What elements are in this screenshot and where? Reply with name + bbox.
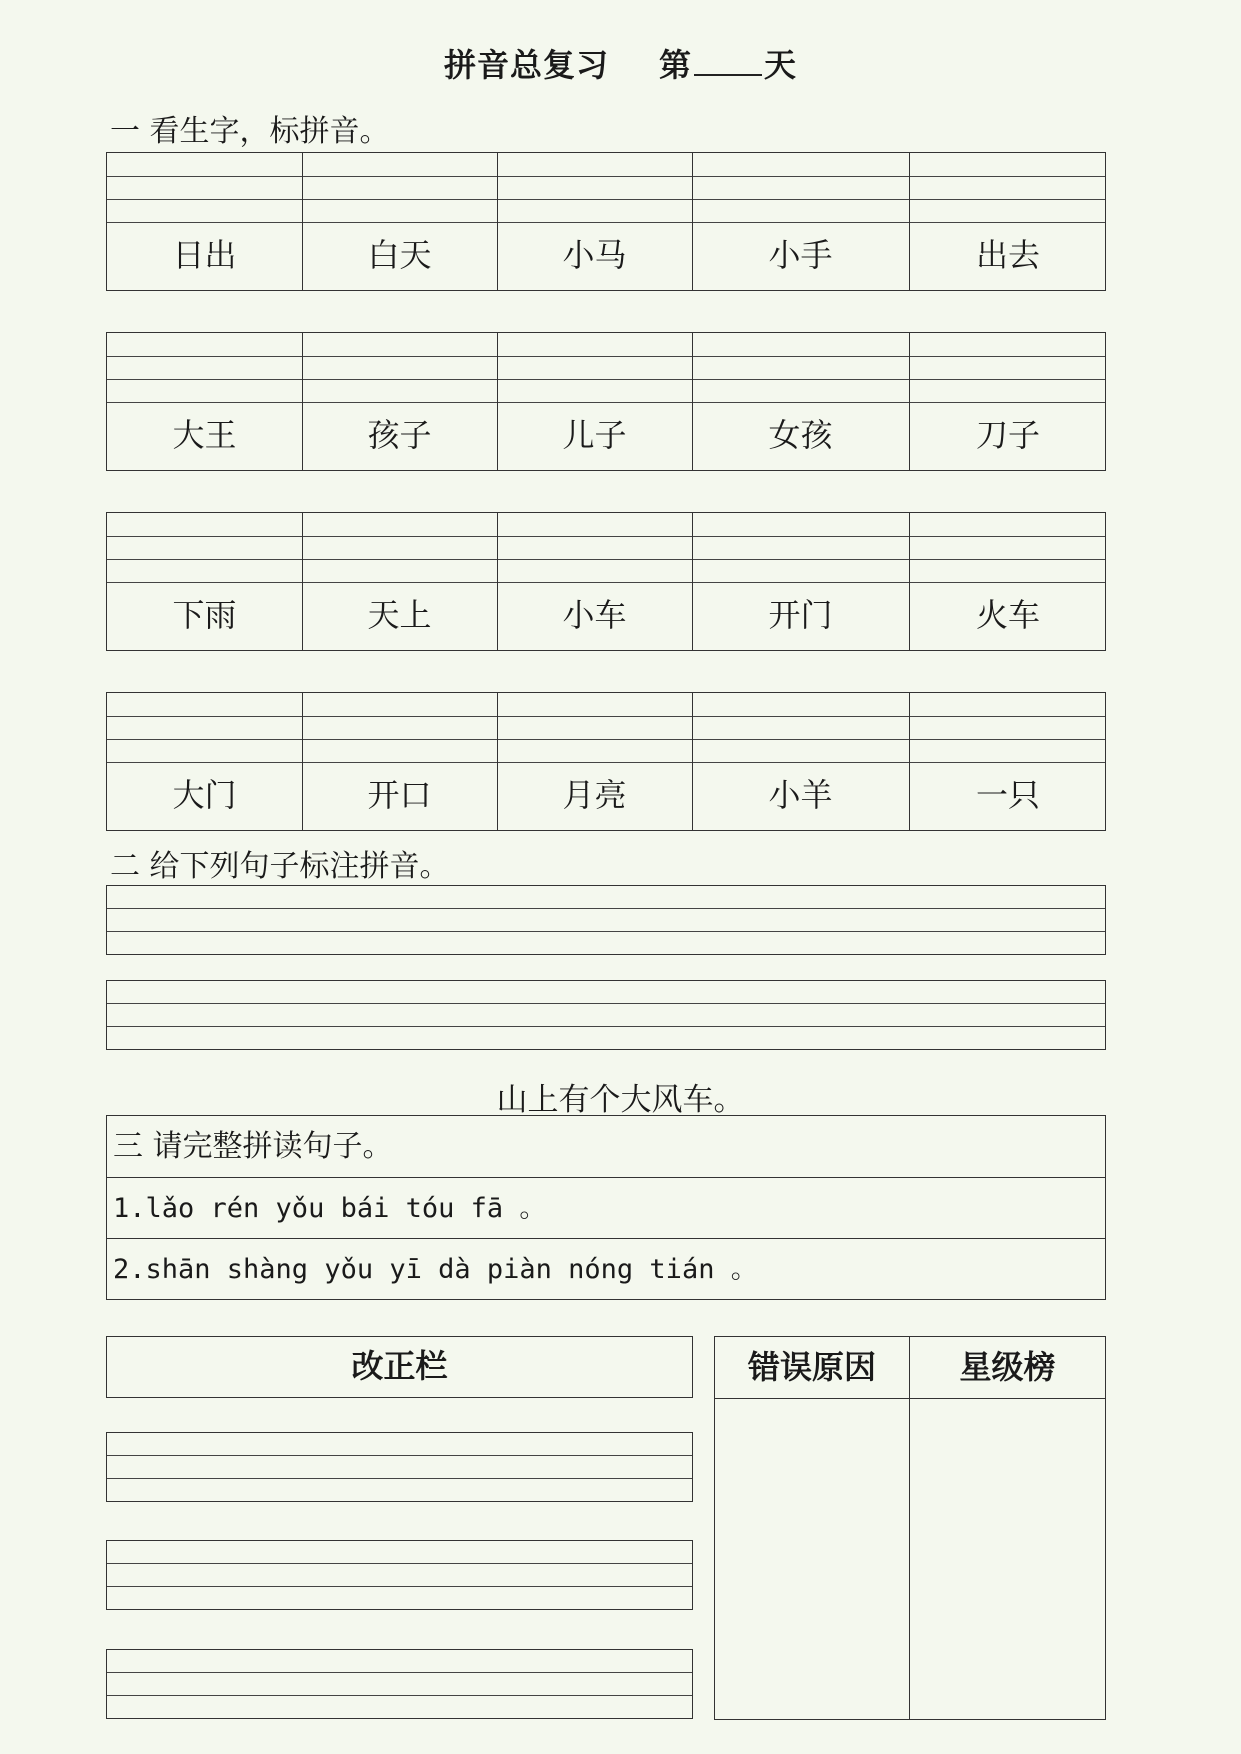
correction-lines-1[interactable]	[106, 1432, 693, 1502]
pinyin-write-cell[interactable]	[497, 513, 692, 582]
pinyin-grid-row-3	[106, 512, 1106, 651]
section3-heading: 三 请完整拼读句子。	[113, 1129, 393, 1164]
pinyin-write-cell[interactable]	[692, 333, 909, 402]
pinyin-write-cell[interactable]	[107, 333, 302, 402]
star-rating-header: 星级榜	[959, 1348, 1056, 1386]
word-cell: 出去	[975, 236, 1040, 274]
pinyin-write-cell[interactable]	[909, 513, 1107, 582]
pinyin-write-cell[interactable]	[302, 333, 497, 402]
pinyin-grid-row-2	[106, 332, 1106, 471]
correction-lines-3[interactable]	[106, 1649, 693, 1719]
error-reason-header: 错误原因	[747, 1348, 876, 1386]
word-cell: 开门	[768, 596, 833, 634]
section1-heading: 一 看生字，标拼音。	[110, 114, 390, 149]
pinyin-grid-row-4	[106, 692, 1106, 831]
pinyin-write-cell[interactable]	[302, 153, 497, 222]
word-cell: 小手	[768, 236, 833, 274]
pinyin-grid-row-1	[106, 152, 1106, 291]
pinyin-write-cell[interactable]	[909, 153, 1107, 222]
word-cell: 小车	[562, 596, 627, 634]
word-cell: 下雨	[172, 596, 237, 634]
word-cell: 孩子	[367, 416, 432, 454]
word-cell: 月亮	[562, 776, 627, 814]
page-title	[0, 40, 1241, 86]
word-cell: 儿子	[562, 416, 627, 454]
target-sentence: 山上有个大风车。	[496, 1082, 745, 1118]
word-cell: 大门	[172, 776, 237, 814]
pinyin-write-cell[interactable]	[497, 153, 692, 222]
word-cell: 开口	[367, 776, 432, 814]
title-text: 拼音总复习	[443, 46, 609, 84]
word-cell: 火车	[975, 596, 1040, 634]
word-cell: 小羊	[768, 776, 833, 814]
pinyin-write-cell[interactable]	[692, 513, 909, 582]
word-cell: 小马	[562, 236, 627, 274]
word-cell: 女孩	[768, 416, 833, 454]
correction-column-header: 改正栏	[106, 1336, 693, 1398]
pinyin-write-cell[interactable]	[692, 693, 909, 762]
word-cell: 一只	[975, 776, 1040, 814]
pinyin-write-cell[interactable]	[107, 153, 302, 222]
day-suffix: 天	[764, 46, 798, 84]
reading-sentence-2: 2.shān shàng yǒu yī dà piàn nóng tián 。	[113, 1254, 758, 1285]
correction-lines-2[interactable]	[106, 1540, 693, 1610]
pinyin-write-cell[interactable]	[107, 693, 302, 762]
pinyin-write-cell[interactable]	[302, 693, 497, 762]
pinyin-write-cell[interactable]	[497, 333, 692, 402]
day-blank-field[interactable]	[694, 48, 762, 76]
pinyin-write-cell[interactable]	[909, 693, 1107, 762]
word-cell: 大王	[172, 416, 237, 454]
pinyin-write-cell[interactable]	[692, 153, 909, 222]
reading-sentence-1: 1.lǎo rén yǒu bái tóu fā 。	[113, 1193, 547, 1224]
word-cell: 天上	[367, 596, 432, 634]
word-cell: 刀子	[975, 416, 1040, 454]
section2-heading: 二 给下列句子标注拼音。	[110, 849, 450, 884]
sentence-pinyin-lines-1[interactable]	[106, 885, 1106, 955]
word-cell: 白天	[367, 236, 432, 274]
pinyin-write-cell[interactable]	[909, 333, 1107, 402]
evaluation-table	[714, 1336, 1106, 1720]
reading-sentences-box	[106, 1115, 1106, 1300]
sentence-pinyin-lines-2[interactable]	[106, 980, 1106, 1050]
pinyin-write-cell[interactable]	[497, 693, 692, 762]
pinyin-write-cell[interactable]	[107, 513, 302, 582]
day-prefix: 第	[658, 46, 692, 84]
pinyin-write-cell[interactable]	[302, 513, 497, 582]
word-cell: 日出	[172, 236, 237, 274]
